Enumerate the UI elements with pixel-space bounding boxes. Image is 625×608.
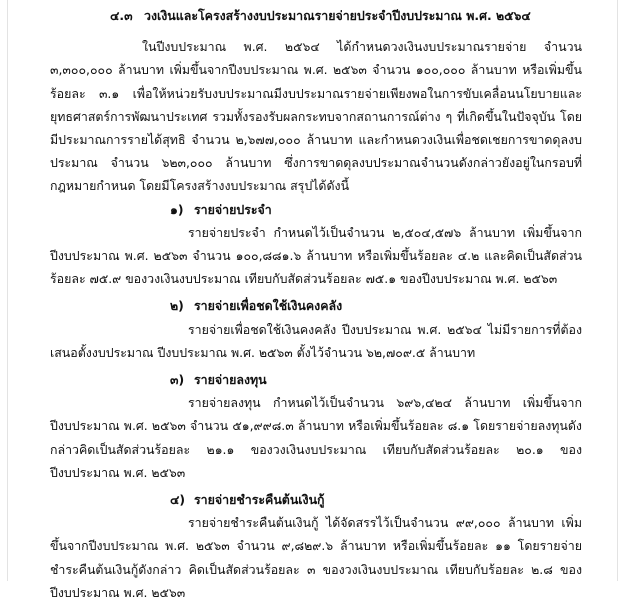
item-paragraph-debt-repayment: รายจ่ายชำระคืนต้นเงินกู้ ได้จัดสรรไว้เป็นจำนวน ๙๙,๐๐๐ ล้านบาท เพิ่มขึ้นจากปีงบประมาณ พ.ศ. ๒๕๖๓ จำนวน ๙,๘๒๙.๖ ล้านบาท หรือเพิ่มขึ้นร้อยละ ๑๑ โดยรายจ่ายชำระคืนต้นเงินกู้ดังกล่าว คิดเป็นสัดส่วนร้อยละ ๓ ของวงเงินงบประมาณ เทียบกับร้อยละ ๒.๘ ของปีงบประมาณ พ.ศ. ๒๕๖๓: [50, 515, 582, 600]
item-number: ๑): [170, 201, 184, 217]
section-number: ๔.๓: [110, 8, 133, 23]
item-heading-investment: [170, 368, 582, 391]
item-paragraph-recurrent: รายจ่ายประจำ กำหนดไว้เป็นจำนวน ๒,๕๐๔,๕๗๖ ล้านบาท เพิ่มขึ้นจากปีงบประมาณ พ.ศ. ๒๕๖๓ จำนวน ๑๐๐,๘๘๑.๖ ล้านบาท หรือเพิ่มขึ้นร้อยละ ๔.๒ และคิดเป็นสัดส่วนร้อยละ ๗๕.๙ ของวงเงินงบประมาณ เทียบกับสัดส่วนร้อยละ ๗๕.๑ ของปีงบประมาณ พ.ศ. ๒๕๖๓: [50, 224, 582, 287]
item-heading-debt-repayment: [170, 488, 582, 511]
document-body: [50, 4, 582, 608]
item-heading-treasury-reimbursement: [170, 294, 582, 317]
item-title: รายจ่ายเพื่อชดใช้เงินคงคลัง: [194, 298, 343, 314]
section-title: วงเงินและโครงสร้างงบประมาณรายจ่ายประจำปีงบประมาณ พ.ศ. ๒๕๖๔: [144, 8, 531, 23]
item-heading-recurrent: [170, 198, 582, 221]
item-number: ๔): [170, 492, 186, 508]
item-paragraph-investment: รายจ่ายลงทุน กำหนดไว้เป็นจำนวน ๖๙๖,๔๒๔ ล้านบาท เพิ่มขึ้นจากปีงบประมาณ พ.ศ. ๒๕๖๓ จำนวน ๕๑,๙๙๘.๓ ล้านบาท หรือเพิ่มขึ้นร้อยละ ๘.๑ โดยรายจ่ายลงทุนดังกล่าวคิดเป็นสัดส่วนร้อยละ ๒๑.๑ ของวงเงินงบประมาณ เทียบกับสัดส่วนร้อยละ ๒๐.๑ ของปีงบประมาณ พ.ศ. ๒๕๖๓: [50, 395, 582, 480]
page-frame: [7, 0, 618, 600]
item-number: ๒): [170, 298, 184, 314]
item-paragraph-treasury-reimbursement: รายจ่ายเพื่อชดใช้เงินคงคลัง ปีงบประมาณ พ.ศ. ๒๕๖๔ ไม่มีรายการที่ต้องเสนอตั้งงบประมาณ ปีงบประมาณ พ.ศ. ๒๕๖๓ ตั้งไว้จำนวน ๖๒,๗๐๙.๕ ล้านบาท: [50, 321, 582, 360]
item-title: รายจ่ายชำระคืนต้นเงินกู้: [194, 492, 325, 508]
item-number: ๓): [170, 372, 185, 388]
section-heading: [110, 4, 582, 27]
item-title: รายจ่ายประจำ: [194, 201, 272, 217]
intro-paragraph: ในปีงบประมาณ พ.ศ. ๒๕๖๔ ได้กำหนดวงเงินงบประมาณรายจ่าย จำนวน ๓,๓๐๐,๐๐๐ ล้านบาท เพิ่มขึ้นจากปีงบประมาณ พ.ศ. ๒๕๖๓ จำนวน ๑๐๐,๐๐๐ ล้านบาท หรือเพิ่มขึ้นร้อยละ ๓.๑ เพื่อให้หน่วยรับงบประมาณมีงบประมาณรายจ่ายเพียงพอในการขับเคลื่อนนโยบายและยุทธศาสตร์การพัฒนาประเทศ รวมทั้งรองรับผลกระทบจากสถานการณ์ต่าง ๆ ที่เกิดขึ้นในปัจจุบัน โดยมีประมาณการรายได้สุทธิ จำนวน ๒,๖๗๗,๐๐๐ ล้านบาท และกำหนดวงเงินเพื่อชดเชยการขาดดุลงบประมาณ จำนวน ๖๒๓,๐๐๐ ล้านบาท ซึ่งการขาดดุลงบประมาณจำนวนดังกล่าวยังอยู่ในกรอบที่กฎหมายกำหนด โดยมีโครงสร้างงบประมาณ สรุปได้ดังนี้: [50, 39, 582, 194]
item-title: รายจ่ายลงทุน: [194, 372, 267, 388]
